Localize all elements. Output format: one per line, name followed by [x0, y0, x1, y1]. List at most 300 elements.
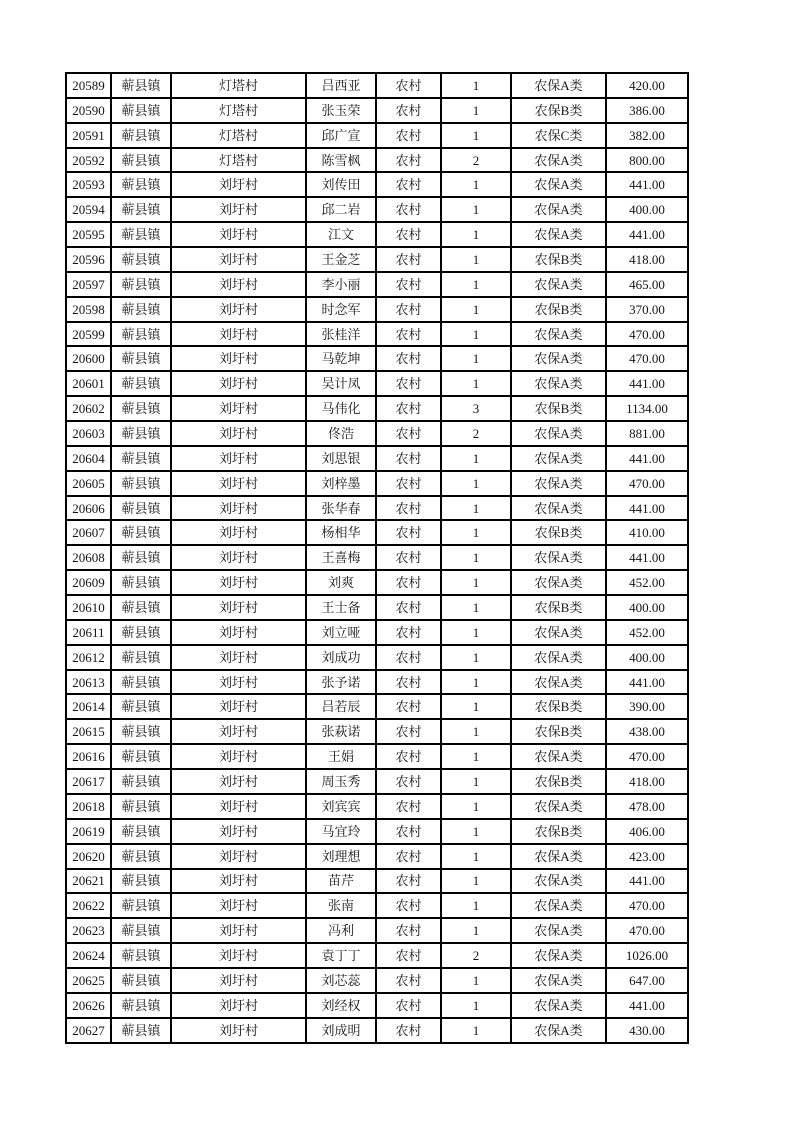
cell-seq-no: 20627 — [66, 1018, 111, 1043]
cell-town: 蕲县镇 — [111, 346, 171, 371]
cell-village: 刘圩村 — [171, 222, 306, 247]
cell-amount: 881.00 — [606, 421, 688, 446]
table-row — [66, 172, 688, 197]
cell-person-count: 1 — [441, 98, 511, 123]
cell-person-count: 2 — [441, 148, 511, 173]
cell-seq-no: 20618 — [66, 794, 111, 819]
cell-seq-no: 20598 — [66, 297, 111, 322]
cell-person-count: 1 — [441, 172, 511, 197]
cell-village: 刘圩村 — [171, 371, 306, 396]
cell-village: 灯塔村 — [171, 148, 306, 173]
cell-amount: 438.00 — [606, 719, 688, 744]
cell-person-name: 时念军 — [306, 297, 376, 322]
cell-person-count: 1 — [441, 694, 511, 719]
cell-village: 刘圩村 — [171, 520, 306, 545]
cell-insurance-category: 农保A类 — [511, 943, 606, 968]
table-row — [66, 918, 688, 943]
cell-person-name: 张玉荣 — [306, 98, 376, 123]
cell-person-name: 刘芯蕊 — [306, 968, 376, 993]
cell-person-name: 刘传田 — [306, 172, 376, 197]
cell-residence-type: 农村 — [376, 893, 441, 918]
table-row — [66, 844, 688, 869]
cell-amount: 441.00 — [606, 869, 688, 894]
cell-amount: 470.00 — [606, 893, 688, 918]
cell-person-count: 1 — [441, 371, 511, 396]
cell-insurance-category: 农保B类 — [511, 819, 606, 844]
cell-person-name: 杨相华 — [306, 520, 376, 545]
cell-insurance-category: 农保A类 — [511, 272, 606, 297]
cell-town: 蕲县镇 — [111, 396, 171, 421]
cell-residence-type: 农村 — [376, 670, 441, 695]
table-row — [66, 123, 688, 148]
cell-person-name: 张桂洋 — [306, 322, 376, 347]
cell-person-name: 刘思银 — [306, 446, 376, 471]
cell-insurance-category: 农保A类 — [511, 446, 606, 471]
cell-town: 蕲县镇 — [111, 222, 171, 247]
cell-seq-no: 20612 — [66, 645, 111, 670]
cell-amount: 430.00 — [606, 1018, 688, 1043]
cell-person-name: 冯利 — [306, 918, 376, 943]
cell-person-name: 陈雪枫 — [306, 148, 376, 173]
cell-person-count: 1 — [441, 247, 511, 272]
cell-person-count: 1 — [441, 322, 511, 347]
cell-town: 蕲县镇 — [111, 197, 171, 222]
table-row — [66, 496, 688, 521]
cell-town: 蕲县镇 — [111, 794, 171, 819]
payment-table — [65, 72, 689, 1044]
cell-person-count: 1 — [441, 222, 511, 247]
cell-seq-no: 20625 — [66, 968, 111, 993]
cell-residence-type: 农村 — [376, 98, 441, 123]
cell-insurance-category: 农保A类 — [511, 620, 606, 645]
cell-amount: 470.00 — [606, 346, 688, 371]
cell-residence-type: 农村 — [376, 794, 441, 819]
cell-person-count: 1 — [441, 73, 511, 98]
cell-village: 刘圩村 — [171, 1018, 306, 1043]
cell-person-name: 刘梓墨 — [306, 471, 376, 496]
cell-residence-type: 农村 — [376, 371, 441, 396]
cell-town: 蕲县镇 — [111, 496, 171, 521]
cell-person-count: 1 — [441, 620, 511, 645]
cell-person-count: 1 — [441, 346, 511, 371]
cell-insurance-category: 农保A类 — [511, 496, 606, 521]
cell-person-name: 王士备 — [306, 595, 376, 620]
cell-person-count: 1 — [441, 844, 511, 869]
cell-village: 刘圩村 — [171, 272, 306, 297]
cell-residence-type: 农村 — [376, 396, 441, 421]
cell-insurance-category: 农保B类 — [511, 520, 606, 545]
cell-seq-no: 20605 — [66, 471, 111, 496]
cell-person-count: 1 — [441, 719, 511, 744]
cell-insurance-category: 农保A类 — [511, 73, 606, 98]
cell-residence-type: 农村 — [376, 421, 441, 446]
cell-insurance-category: 农保A类 — [511, 172, 606, 197]
cell-insurance-category: 农保A类 — [511, 471, 606, 496]
table-row — [66, 645, 688, 670]
cell-village: 刘圩村 — [171, 719, 306, 744]
cell-village: 刘圩村 — [171, 844, 306, 869]
cell-town: 蕲县镇 — [111, 819, 171, 844]
cell-residence-type: 农村 — [376, 844, 441, 869]
cell-person-name: 刘爽 — [306, 570, 376, 595]
cell-village: 刘圩村 — [171, 769, 306, 794]
cell-village: 刘圩村 — [171, 172, 306, 197]
cell-village: 刘圩村 — [171, 247, 306, 272]
cell-amount: 470.00 — [606, 471, 688, 496]
cell-residence-type: 农村 — [376, 322, 441, 347]
cell-seq-no: 20617 — [66, 769, 111, 794]
cell-insurance-category: 农保B类 — [511, 769, 606, 794]
table-row — [66, 98, 688, 123]
cell-seq-no: 20595 — [66, 222, 111, 247]
cell-town: 蕲县镇 — [111, 123, 171, 148]
cell-person-name: 刘经权 — [306, 993, 376, 1018]
cell-town: 蕲县镇 — [111, 869, 171, 894]
cell-person-name: 佟浩 — [306, 421, 376, 446]
cell-person-name: 刘立哑 — [306, 620, 376, 645]
cell-insurance-category: 农保A类 — [511, 570, 606, 595]
cell-village: 刘圩村 — [171, 421, 306, 446]
cell-residence-type: 农村 — [376, 148, 441, 173]
cell-seq-no: 20597 — [66, 272, 111, 297]
table-row — [66, 943, 688, 968]
cell-village: 灯塔村 — [171, 98, 306, 123]
cell-person-name: 马伟化 — [306, 396, 376, 421]
cell-village: 刘圩村 — [171, 471, 306, 496]
cell-person-name: 吴计凤 — [306, 371, 376, 396]
cell-village: 刘圩村 — [171, 943, 306, 968]
cell-town: 蕲县镇 — [111, 446, 171, 471]
cell-amount: 441.00 — [606, 496, 688, 521]
cell-village: 刘圩村 — [171, 545, 306, 570]
cell-person-name: 邱广宣 — [306, 123, 376, 148]
cell-seq-no: 20599 — [66, 322, 111, 347]
cell-village: 刘圩村 — [171, 595, 306, 620]
cell-person-name: 张南 — [306, 893, 376, 918]
table-row — [66, 446, 688, 471]
cell-seq-no: 20604 — [66, 446, 111, 471]
cell-village: 刘圩村 — [171, 869, 306, 894]
table-row — [66, 620, 688, 645]
cell-insurance-category: 农保A类 — [511, 197, 606, 222]
cell-amount: 470.00 — [606, 918, 688, 943]
cell-town: 蕲县镇 — [111, 595, 171, 620]
cell-amount: 452.00 — [606, 570, 688, 595]
cell-residence-type: 农村 — [376, 346, 441, 371]
cell-person-count: 1 — [441, 670, 511, 695]
cell-insurance-category: 农保B类 — [511, 247, 606, 272]
table-row — [66, 819, 688, 844]
cell-village: 刘圩村 — [171, 670, 306, 695]
cell-insurance-category: 农保A类 — [511, 322, 606, 347]
cell-seq-no: 20594 — [66, 197, 111, 222]
cell-person-count: 1 — [441, 893, 511, 918]
cell-amount: 420.00 — [606, 73, 688, 98]
cell-residence-type: 农村 — [376, 943, 441, 968]
cell-town: 蕲县镇 — [111, 545, 171, 570]
cell-residence-type: 农村 — [376, 222, 441, 247]
cell-town: 蕲县镇 — [111, 148, 171, 173]
cell-insurance-category: 农保A类 — [511, 545, 606, 570]
cell-person-count: 1 — [441, 520, 511, 545]
cell-town: 蕲县镇 — [111, 694, 171, 719]
cell-seq-no: 20591 — [66, 123, 111, 148]
cell-amount: 370.00 — [606, 297, 688, 322]
table-body — [66, 73, 688, 1043]
cell-seq-no: 20600 — [66, 346, 111, 371]
cell-amount: 441.00 — [606, 172, 688, 197]
cell-residence-type: 农村 — [376, 1018, 441, 1043]
table-row — [66, 769, 688, 794]
cell-amount: 410.00 — [606, 520, 688, 545]
table-row — [66, 794, 688, 819]
cell-insurance-category: 农保A类 — [511, 148, 606, 173]
table-row — [66, 595, 688, 620]
cell-seq-no: 20589 — [66, 73, 111, 98]
cell-insurance-category: 农保B类 — [511, 694, 606, 719]
cell-town: 蕲县镇 — [111, 744, 171, 769]
table-row — [66, 148, 688, 173]
cell-insurance-category: 农保B类 — [511, 719, 606, 744]
cell-person-count: 1 — [441, 595, 511, 620]
cell-seq-no: 20610 — [66, 595, 111, 620]
cell-insurance-category: 农保A类 — [511, 794, 606, 819]
cell-person-count: 1 — [441, 545, 511, 570]
cell-village: 灯塔村 — [171, 73, 306, 98]
cell-seq-no: 20607 — [66, 520, 111, 545]
cell-person-name: 吕若辰 — [306, 694, 376, 719]
cell-person-name: 江文 — [306, 222, 376, 247]
cell-person-count: 1 — [441, 496, 511, 521]
cell-person-count: 1 — [441, 272, 511, 297]
cell-person-name: 王喜梅 — [306, 545, 376, 570]
cell-insurance-category: 农保C类 — [511, 123, 606, 148]
cell-seq-no: 20619 — [66, 819, 111, 844]
cell-seq-no: 20616 — [66, 744, 111, 769]
cell-residence-type: 农村 — [376, 247, 441, 272]
table-row — [66, 371, 688, 396]
table-row — [66, 520, 688, 545]
table-row — [66, 1018, 688, 1043]
cell-residence-type: 农村 — [376, 272, 441, 297]
cell-person-count: 1 — [441, 819, 511, 844]
cell-amount: 441.00 — [606, 222, 688, 247]
cell-amount: 441.00 — [606, 545, 688, 570]
cell-insurance-category: 农保A类 — [511, 968, 606, 993]
cell-village: 刘圩村 — [171, 694, 306, 719]
cell-person-count: 1 — [441, 570, 511, 595]
cell-amount: 382.00 — [606, 123, 688, 148]
cell-amount: 441.00 — [606, 670, 688, 695]
cell-person-count: 1 — [441, 744, 511, 769]
cell-person-count: 1 — [441, 1018, 511, 1043]
cell-village: 刘圩村 — [171, 918, 306, 943]
cell-town: 蕲县镇 — [111, 968, 171, 993]
table-row — [66, 272, 688, 297]
cell-seq-no: 20621 — [66, 869, 111, 894]
cell-village: 刘圩村 — [171, 570, 306, 595]
cell-seq-no: 20592 — [66, 148, 111, 173]
cell-amount: 1026.00 — [606, 943, 688, 968]
cell-town: 蕲县镇 — [111, 172, 171, 197]
cell-person-count: 1 — [441, 123, 511, 148]
cell-person-name: 马宜玲 — [306, 819, 376, 844]
cell-insurance-category: 农保B类 — [511, 396, 606, 421]
cell-town: 蕲县镇 — [111, 670, 171, 695]
table-row — [66, 297, 688, 322]
cell-town: 蕲县镇 — [111, 371, 171, 396]
table-row — [66, 396, 688, 421]
cell-amount: 465.00 — [606, 272, 688, 297]
cell-village: 刘圩村 — [171, 396, 306, 421]
cell-seq-no: 20601 — [66, 371, 111, 396]
cell-town: 蕲县镇 — [111, 471, 171, 496]
cell-village: 刘圩村 — [171, 197, 306, 222]
cell-residence-type: 农村 — [376, 769, 441, 794]
cell-town: 蕲县镇 — [111, 247, 171, 272]
cell-person-name: 袁丁丁 — [306, 943, 376, 968]
table-row — [66, 471, 688, 496]
table-row — [66, 993, 688, 1018]
table-row — [66, 968, 688, 993]
cell-insurance-category: 农保A类 — [511, 371, 606, 396]
table-row — [66, 346, 688, 371]
cell-seq-no: 20609 — [66, 570, 111, 595]
cell-insurance-category: 农保A类 — [511, 918, 606, 943]
cell-amount: 647.00 — [606, 968, 688, 993]
cell-town: 蕲县镇 — [111, 297, 171, 322]
cell-seq-no: 20613 — [66, 670, 111, 695]
cell-town: 蕲县镇 — [111, 520, 171, 545]
cell-person-count: 1 — [441, 968, 511, 993]
cell-residence-type: 农村 — [376, 446, 441, 471]
cell-town: 蕲县镇 — [111, 98, 171, 123]
cell-residence-type: 农村 — [376, 172, 441, 197]
cell-seq-no: 20615 — [66, 719, 111, 744]
cell-seq-no: 20622 — [66, 893, 111, 918]
cell-amount: 418.00 — [606, 247, 688, 272]
cell-amount: 418.00 — [606, 769, 688, 794]
cell-amount: 400.00 — [606, 595, 688, 620]
cell-seq-no: 20614 — [66, 694, 111, 719]
cell-person-count: 1 — [441, 769, 511, 794]
cell-person-name: 马乾坤 — [306, 346, 376, 371]
cell-town: 蕲县镇 — [111, 893, 171, 918]
cell-residence-type: 农村 — [376, 744, 441, 769]
table-row — [66, 869, 688, 894]
cell-residence-type: 农村 — [376, 869, 441, 894]
cell-town: 蕲县镇 — [111, 322, 171, 347]
cell-amount: 386.00 — [606, 98, 688, 123]
cell-insurance-category: 农保A类 — [511, 346, 606, 371]
cell-village: 刘圩村 — [171, 322, 306, 347]
cell-amount: 390.00 — [606, 694, 688, 719]
cell-residence-type: 农村 — [376, 545, 441, 570]
cell-seq-no: 20606 — [66, 496, 111, 521]
table-row — [66, 719, 688, 744]
cell-seq-no: 20626 — [66, 993, 111, 1018]
cell-village: 刘圩村 — [171, 993, 306, 1018]
table-row — [66, 570, 688, 595]
cell-village: 刘圩村 — [171, 496, 306, 521]
cell-residence-type: 农村 — [376, 471, 441, 496]
cell-residence-type: 农村 — [376, 520, 441, 545]
table-row — [66, 322, 688, 347]
cell-insurance-category: 农保B类 — [511, 297, 606, 322]
table-row — [66, 744, 688, 769]
cell-amount: 452.00 — [606, 620, 688, 645]
cell-seq-no: 20596 — [66, 247, 111, 272]
cell-person-name: 刘成功 — [306, 645, 376, 670]
cell-insurance-category: 农保B类 — [511, 595, 606, 620]
cell-seq-no: 20602 — [66, 396, 111, 421]
cell-amount: 441.00 — [606, 371, 688, 396]
cell-seq-no: 20624 — [66, 943, 111, 968]
cell-person-count: 2 — [441, 421, 511, 446]
cell-person-count: 1 — [441, 869, 511, 894]
cell-person-name: 王娟 — [306, 744, 376, 769]
table-row — [66, 73, 688, 98]
cell-person-count: 1 — [441, 794, 511, 819]
cell-amount: 423.00 — [606, 844, 688, 869]
cell-residence-type: 农村 — [376, 297, 441, 322]
cell-person-name: 刘成明 — [306, 1018, 376, 1043]
cell-village: 刘圩村 — [171, 297, 306, 322]
cell-insurance-category: 农保A类 — [511, 421, 606, 446]
cell-residence-type: 农村 — [376, 645, 441, 670]
cell-person-name: 张予诺 — [306, 670, 376, 695]
table-row — [66, 421, 688, 446]
cell-person-count: 1 — [441, 645, 511, 670]
cell-residence-type: 农村 — [376, 496, 441, 521]
cell-amount: 470.00 — [606, 322, 688, 347]
cell-seq-no: 20620 — [66, 844, 111, 869]
cell-seq-no: 20623 — [66, 918, 111, 943]
cell-amount: 400.00 — [606, 197, 688, 222]
cell-insurance-category: 农保A类 — [511, 869, 606, 894]
cell-town: 蕲县镇 — [111, 769, 171, 794]
cell-town: 蕲县镇 — [111, 993, 171, 1018]
cell-village: 刘圩村 — [171, 744, 306, 769]
cell-person-count: 1 — [441, 297, 511, 322]
cell-insurance-category: 农保A类 — [511, 844, 606, 869]
cell-amount: 800.00 — [606, 148, 688, 173]
table-row — [66, 222, 688, 247]
cell-person-count: 3 — [441, 396, 511, 421]
cell-seq-no: 20608 — [66, 545, 111, 570]
table-row — [66, 197, 688, 222]
cell-seq-no: 20611 — [66, 620, 111, 645]
cell-residence-type: 农村 — [376, 73, 441, 98]
cell-town: 蕲县镇 — [111, 620, 171, 645]
cell-amount: 441.00 — [606, 446, 688, 471]
cell-residence-type: 农村 — [376, 719, 441, 744]
cell-seq-no: 20593 — [66, 172, 111, 197]
cell-village: 刘圩村 — [171, 346, 306, 371]
cell-seq-no: 20603 — [66, 421, 111, 446]
cell-amount: 470.00 — [606, 744, 688, 769]
cell-person-name: 邱二岩 — [306, 197, 376, 222]
cell-insurance-category: 农保B类 — [511, 98, 606, 123]
cell-town: 蕲县镇 — [111, 73, 171, 98]
cell-residence-type: 农村 — [376, 993, 441, 1018]
cell-person-name: 周玉秀 — [306, 769, 376, 794]
cell-person-count: 1 — [441, 446, 511, 471]
cell-residence-type: 农村 — [376, 595, 441, 620]
table-row — [66, 893, 688, 918]
cell-insurance-category: 农保A类 — [511, 222, 606, 247]
cell-village: 刘圩村 — [171, 819, 306, 844]
